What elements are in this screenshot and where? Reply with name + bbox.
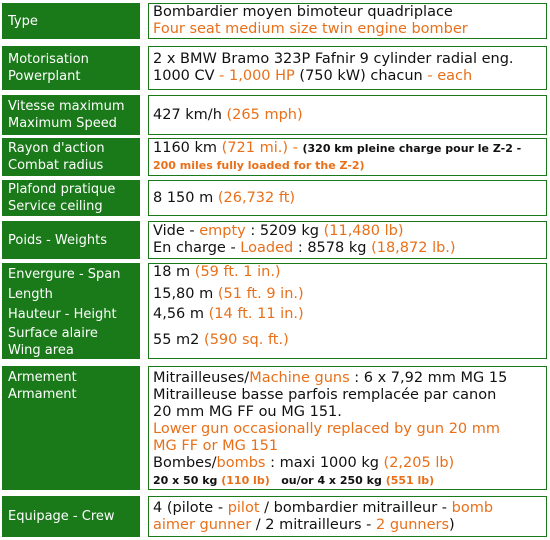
label-powerplant-fr: Motorisation xyxy=(8,52,89,67)
arm-bombs-en: bombs xyxy=(216,455,266,471)
value-weights xyxy=(148,221,547,259)
crew-c4: bomb xyxy=(451,499,494,516)
label-armament-fr: Armement xyxy=(8,370,77,385)
row-powerplant xyxy=(2,46,547,90)
dim-length-ft: (51 ft. 9 in.) xyxy=(217,286,304,302)
type-en: Four seat medium size twin engine bomber xyxy=(153,21,468,37)
label-ceiling-fr: Plafond pratique xyxy=(8,182,116,197)
weights-loaded-en: Loaded xyxy=(240,240,294,256)
arm-bombs-val: : maxi 1000 kg xyxy=(265,455,379,471)
label-weights-text: Poids - Weights xyxy=(8,232,107,248)
weights-empty-kg: 5209 kg xyxy=(259,223,319,239)
arm-small-d: (551 lb) xyxy=(385,474,435,487)
radius-note-fr: (320 km pleine charge pour le Z-2 - xyxy=(302,142,522,155)
label-length: Length xyxy=(8,287,53,302)
arm-bombs-fr: Bombes/ xyxy=(153,455,217,471)
arm-fr3: 20 mm MG FF ou MG 151. xyxy=(153,404,342,420)
row-dimensions xyxy=(2,263,547,359)
arm-small-a: 20 x 50 kg xyxy=(153,474,218,487)
row-armament xyxy=(2,366,547,490)
label-weights xyxy=(2,221,140,259)
weights-empty-lb: (11,480 lb) xyxy=(323,223,404,239)
radius-km: 1160 km xyxy=(153,140,218,156)
arm-small xyxy=(153,472,542,489)
radius-note-en: 200 miles fully loaded for the Z-2) xyxy=(153,159,365,172)
weights-empty-fr: Vide xyxy=(153,223,185,239)
row-weights xyxy=(2,221,547,259)
label-speed-en: Maximum Speed xyxy=(8,116,117,131)
dim-height-ft: (14 ft. 11 in.) xyxy=(208,306,304,322)
weights-empty: Vide - empty : 5209 kg (11,480 lb) xyxy=(153,223,404,239)
powerplant-dash2: - xyxy=(422,68,438,84)
powerplant-dash1: - xyxy=(214,68,230,84)
radius-line1 xyxy=(153,140,542,157)
crew-c1: 4 (pilote - xyxy=(153,499,228,516)
label-speed-fr: Vitesse maximum xyxy=(8,99,125,114)
value-armament xyxy=(148,366,547,490)
label-dimensions xyxy=(2,263,140,359)
label-area-fr: Surface alaire xyxy=(8,326,98,341)
type-fr: Bombardier moyen bimoteur quadriplace xyxy=(153,4,453,20)
label-type xyxy=(2,3,140,39)
powerplant-kw: (750 kW) chacun xyxy=(294,68,423,84)
dim-area xyxy=(153,332,542,349)
crew-line2 xyxy=(153,517,542,534)
arm-bombs-lb: (2,205 lb) xyxy=(383,455,455,471)
label-speed xyxy=(2,95,140,135)
value-radius xyxy=(148,138,547,176)
dim-span xyxy=(153,264,542,286)
label-area-en: Wing area xyxy=(8,343,74,358)
weights-loaded-kg: 8578 kg xyxy=(307,240,367,256)
dim-span-m: 18 m xyxy=(153,264,191,280)
label-powerplant-en: Powerplant xyxy=(8,69,81,84)
label-height: Hauteur - Height xyxy=(8,307,117,322)
row-speed xyxy=(2,95,547,135)
arm-bombs xyxy=(153,455,542,472)
ceiling-m: 8 150 m xyxy=(153,189,214,206)
label-ceiling xyxy=(2,180,140,216)
label-radius-en: Combat radius xyxy=(8,158,104,173)
label-powerplant xyxy=(2,46,140,90)
label-armament-en: Armament xyxy=(8,387,77,402)
arm-mg-val: : 6 x 7,92 mm MG 15 xyxy=(349,370,508,386)
crew-c2: pilot xyxy=(227,499,260,516)
dim-length xyxy=(153,286,542,306)
row-ceiling xyxy=(2,180,547,216)
label-radius xyxy=(2,138,140,176)
speed-line xyxy=(153,107,542,124)
crew-c8: ) xyxy=(449,516,455,533)
powerplant-line1: 2 x BMW Bramo 323P Fafnir 9 cylinder radial eng. xyxy=(153,51,514,67)
crew-c6: / 2 mitrailleurs - xyxy=(251,516,376,533)
label-span: Envergure - Span xyxy=(8,267,121,282)
arm-small-b: (110 lb) xyxy=(221,474,270,487)
label-type-text: Type xyxy=(8,13,38,29)
arm-fr2: Mitrailleuse basse parfois remplacée par canon xyxy=(153,387,497,403)
label-crew xyxy=(2,496,140,537)
arm-small-c: ou/or 4 x 250 kg xyxy=(269,474,382,487)
crew-c3: / bombardier mitrailleur - xyxy=(259,499,452,516)
crew-c5: aimer gunner xyxy=(153,516,252,533)
arm-en1: Lower gun occasionally replaced by gun 20 mm xyxy=(153,421,501,437)
arm-mg-en: Machine guns xyxy=(249,370,350,386)
powerplant-line2 xyxy=(153,68,542,85)
radius-dash: - xyxy=(288,140,303,156)
ceiling-line xyxy=(153,190,542,207)
value-ceiling xyxy=(148,180,547,216)
dim-area-m2: 55 m2 xyxy=(153,332,200,348)
value-powerplant xyxy=(148,46,547,90)
weights-empty-en: empty xyxy=(199,223,246,239)
value-type xyxy=(148,3,547,39)
powerplant-hp: 1,000 HP xyxy=(229,68,295,84)
label-ceiling-en: Service ceiling xyxy=(8,199,103,214)
weights-loaded-lb: (18,872 lb.) xyxy=(371,240,456,256)
ceiling-ft: (26,732 ft) xyxy=(217,189,296,206)
speed-mph: (265 mph) xyxy=(226,106,303,123)
label-crew-text: Equipage - Crew xyxy=(8,509,115,524)
radius-mi: (721 mi.) xyxy=(221,140,289,156)
value-dimensions xyxy=(148,263,547,359)
dim-height-m: 4,56 m xyxy=(153,306,205,322)
dim-length-m: 15,80 m xyxy=(153,286,214,302)
value-speed xyxy=(148,95,547,135)
crew-c7: 2 gunners xyxy=(375,516,450,533)
weights-loaded: En charge - Loaded : 8578 kg (18,872 lb.) xyxy=(153,240,456,256)
weights-loaded-fr: En charge xyxy=(153,240,226,256)
label-radius-fr: Rayon d'action xyxy=(8,141,105,156)
value-crew xyxy=(148,496,547,537)
dim-span-ft: (59 ft. 1 in.) xyxy=(194,264,281,280)
row-crew xyxy=(2,496,547,537)
speed-kmh: 427 km/h xyxy=(153,106,222,123)
powerplant-cv: 1000 CV xyxy=(153,68,215,84)
arm-en2: MG FF or MG 151 xyxy=(153,438,279,454)
label-armament xyxy=(2,366,140,490)
row-type xyxy=(2,3,547,39)
dim-height xyxy=(153,306,542,332)
row-radius xyxy=(2,138,547,176)
arm-mg xyxy=(153,370,542,387)
arm-mg-fr: Mitrailleuses/ xyxy=(153,370,250,386)
powerplant-each: each xyxy=(437,68,473,84)
crew-line1 xyxy=(153,500,542,517)
dim-area-ft: (590 sq. ft.) xyxy=(204,332,289,348)
